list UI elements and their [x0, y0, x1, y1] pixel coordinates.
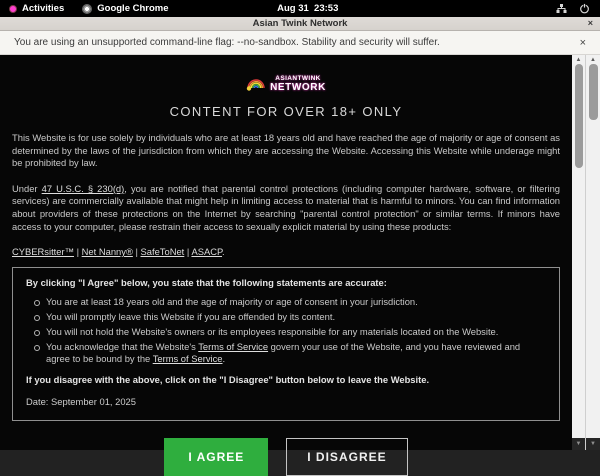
consent-buttons-row — [0, 438, 572, 476]
agreement-date: Date: September 01, 2025 — [26, 396, 136, 408]
window-close-icon[interactable]: × — [587, 18, 593, 28]
system-tray — [556, 3, 600, 14]
chrome-app-menu[interactable] — [73, 0, 177, 17]
page-scrollbar-thumb[interactable] — [575, 64, 583, 168]
usc-230d-link[interactable]: 47 U.S.C. § 230(d) — [41, 182, 125, 194]
agreement-box — [12, 267, 560, 421]
statement-terms — [33, 341, 546, 367]
terms-text3: . — [222, 353, 226, 365]
netnanny-link[interactable]: Net Nanny® — [81, 246, 133, 258]
agreement-statements-list — [26, 296, 546, 366]
cybersitter-link[interactable]: CYBERsitter™ — [12, 246, 74, 258]
terms-text1: You acknowledge that the Website's — [46, 340, 199, 352]
statement-leave: You will promptly leave this Website if you are offended by its content. — [33, 311, 546, 324]
i-disagree-button[interactable]: I DISAGREE — [286, 438, 407, 476]
product-separator: | — [74, 246, 82, 258]
parental-control-paragraph — [12, 183, 560, 233]
rainbow-logo-icon — [246, 73, 266, 96]
chrome-app-label: Google Chrome — [97, 3, 169, 14]
scroll-down-icon[interactable]: ▼ — [586, 438, 600, 450]
logo-line1: ASIANTWINK — [275, 75, 321, 83]
logo-line2: NETWORK — [270, 81, 326, 93]
chrome-icon — [82, 4, 92, 14]
statement-liability: You will not hold the Website's owners or its employees responsible for any materials located on the Website. — [33, 326, 546, 339]
filter-products-line — [12, 246, 560, 257]
activities-button[interactable] — [0, 0, 73, 17]
site-logo — [0, 73, 572, 96]
agreement-intro: By clicking "I Agree" below, you state that the following statements are accurate: — [26, 277, 387, 289]
warning-text: You are using an unsupported command-line flag: --no-sandbox. Stability and security will suffer. — [14, 37, 440, 48]
activities-label: Activities — [22, 3, 65, 14]
agreement-outro: If you disagree with the above, click on the "I Disagree" button below to leave the Website. — [26, 374, 430, 386]
scroll-up-icon[interactable]: ▲ — [590, 57, 596, 63]
page-content — [0, 55, 572, 465]
scroll-up-icon[interactable]: ▲ — [575, 57, 582, 63]
screen-recording-dot-icon — [9, 5, 17, 13]
page-scrollbar — [572, 55, 586, 450]
page-title: CONTENT FOR OVER 18+ ONLY — [169, 104, 403, 119]
statement-age: You are at least 18 years old and the age of majority or age of consent in your jurisdiction. — [33, 296, 546, 309]
gnome-top-bar — [0, 0, 600, 17]
power-icon[interactable] — [579, 3, 590, 14]
chrome-warning-bar — [0, 31, 600, 55]
terms-text2: govern your use of the Website, and you have reviewed and agree to be bound by the — [46, 340, 521, 365]
window-scrollbar-thumb[interactable] — [589, 64, 598, 120]
product-separator: | — [132, 246, 141, 258]
product-line-period: . — [222, 246, 225, 258]
para2-after: , you are notified that parental control protections (including computer hardware, software, or filtering services) are commercially available that might help in limiting access to material that is harmful to minors. You can find information about providers of these protections on the Internet by searching "parental control protection" or similar terms. If minors have access to your computer, please restrain their access to sexually explicit material by using these products: — [12, 182, 561, 232]
window-scrollbar — [586, 55, 600, 450]
window-title-bar — [0, 17, 600, 31]
network-icon[interactable] — [556, 3, 567, 14]
asacp-link[interactable]: ASACP — [191, 246, 223, 258]
warning-close-icon[interactable]: × — [579, 36, 586, 49]
age-disclaimer-paragraph: This Website is for use solely by individuals who are at least 18 years old and have reached the age of majority or age of consent as determined by the laws of the jurisdiction from which they are accessing the Website. Accessing this Website while underage might be prohibited by law. — [12, 132, 560, 169]
scroll-down-icon[interactable]: ▼ — [572, 438, 585, 450]
site-logo-text — [270, 76, 326, 93]
product-separator: | — [184, 246, 192, 258]
clock[interactable]: Aug 31 23:53 — [277, 3, 339, 14]
terms-of-service-link[interactable]: Terms of Service — [198, 340, 269, 352]
i-agree-button[interactable]: I AGREE — [164, 438, 268, 476]
safetonet-link[interactable]: SafeToNet — [140, 246, 185, 258]
window-title: Asian Twink Network — [252, 18, 348, 29]
terms-of-service-link-2[interactable]: Terms of Service — [152, 353, 223, 365]
para2-before: Under — [12, 182, 42, 194]
